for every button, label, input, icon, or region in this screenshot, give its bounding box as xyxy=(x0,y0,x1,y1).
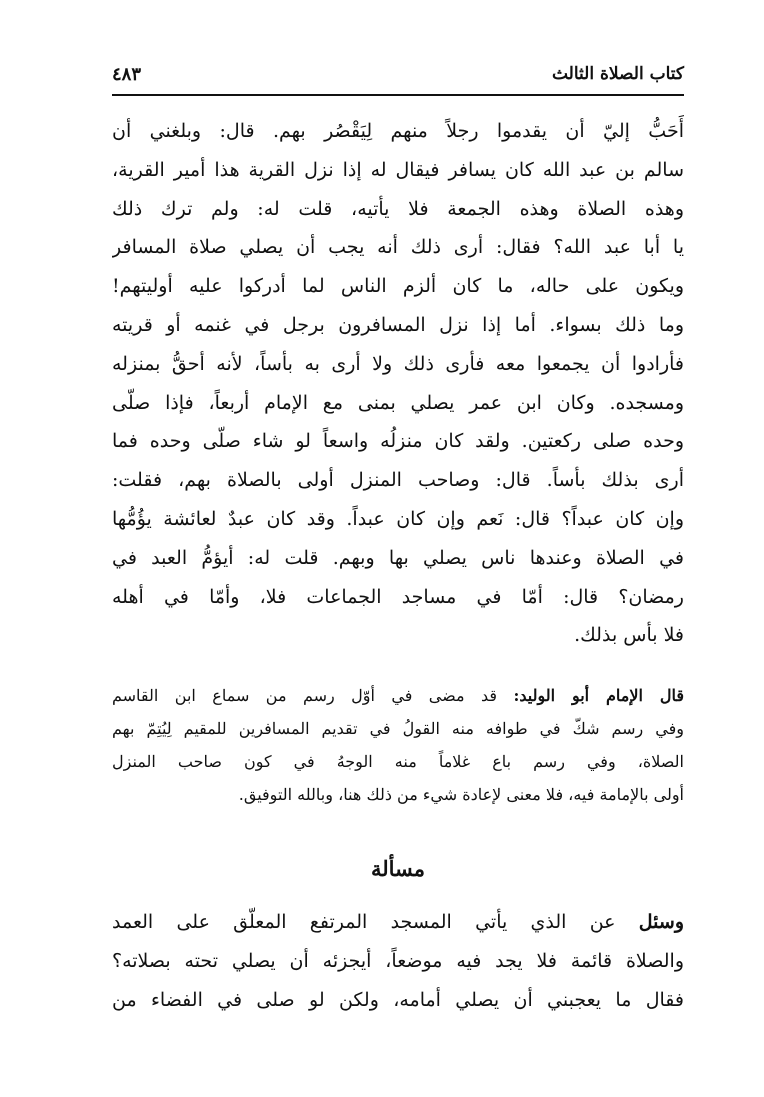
page-header xyxy=(112,64,684,92)
text-line: وما ذلك بسواء. أما إذا نزل المسافرون برجل في غنمه أو قريته xyxy=(112,313,684,336)
text-line: أَحَبُّ إليّ أن يقدموا رجلاً منهم لِيَقْصُر بهم. قال: وبلغني أن xyxy=(112,120,684,142)
page-number: ٤٨٣ xyxy=(112,64,142,85)
commentary-lead: قال الإمام أبو الوليد: xyxy=(513,686,684,705)
section-first-line xyxy=(112,903,684,942)
header-rule xyxy=(112,94,684,96)
text-line: في الصلاة وعندها ناس يصلي بها وبهم. قلت له: أيؤمُّ العبد في xyxy=(112,546,684,569)
main-text xyxy=(112,112,684,655)
text-line: أرى بذلك بأساً. قال: وصاحب المنزل أولى بالصلاة بهم، فقلت: xyxy=(112,469,684,492)
commentary-line: أولى بالإمامة فيه، فلا معنى لإعادة شيء من ذلك هنا، وبالله التوفيق. xyxy=(238,785,684,804)
section-line-rest: عن الذي يأتي المسجد المرتفع المعلّق على العمد xyxy=(112,911,616,933)
text-line: وهذه الصلاة وهذه الجمعة فلا يأتيه، قلت له: ولم ترك ذلك xyxy=(112,197,684,220)
text-line: يا أبا عبد الله؟ فقال: أرى ذلك أنه يجب أن يصلي صلاة المسافر xyxy=(112,236,684,259)
text-line: رمضان؟ قال: أمّا في مساجد الجماعات فلا، وأمّا في أهله xyxy=(112,585,684,608)
text-line: ومسجده. وكان ابن عمر يصلي بمنى مع الإمام أربعاً، فإذا صلّى xyxy=(112,391,684,414)
section-text xyxy=(112,903,684,1019)
text-line: فأرادوا أن يجمعوا معه فأرى ذلك ولا أرى به بأساً، لأنه أحقُّ بمنزله xyxy=(112,352,684,375)
commentary-line-rest: قد مضى في أوّل رسم من سماع ابن القاسم xyxy=(112,686,498,705)
running-title: كتاب الصلاة الثالث xyxy=(551,64,684,84)
text-line: وحده صلى ركعتين. ولقد كان منزلُه واسعاً لو شاء صلّى وحده فما xyxy=(112,430,684,453)
commentary-line: الصلاة، وفي رسم باع غلاماً منه الوجهُ في كون صاحب المنزل xyxy=(112,752,684,771)
text-line: فلا بأس بذلك. xyxy=(574,624,684,647)
commentary-line: وفي رسم شكّ في طوافه منه القولُ في تقديم المسافرين للمقيم لِيُتِمّ بهم xyxy=(112,719,684,738)
text-line: سالم بن عبد الله كان يسافر فيقال له إذا نزل القرية هذا أمير القرية، xyxy=(112,158,684,181)
text-line: ويكون على حاله، ما كان ألزم الناس لما أدركوا عليه أوليتهم! xyxy=(112,275,684,298)
commentary xyxy=(112,679,684,811)
section-lead: وسئل xyxy=(638,911,684,933)
text-line: وإن كان عبداً؟ قال: نَعم وإن كان عبداً. وقد كان عبدٌ لعائشة يؤُمُّها xyxy=(112,507,684,530)
text-line: فقال ما يعجبني أن يصلي أمامه، ولكن لو صلى في الفضاء من xyxy=(112,988,684,1011)
section-heading: مسألة xyxy=(370,856,426,881)
text-line: والصلاة قائمة فلا يجد فيه موضعاً، أيجزئه أن يصلي تحته بصلاته؟ xyxy=(112,949,684,972)
commentary-first-line xyxy=(112,679,684,712)
